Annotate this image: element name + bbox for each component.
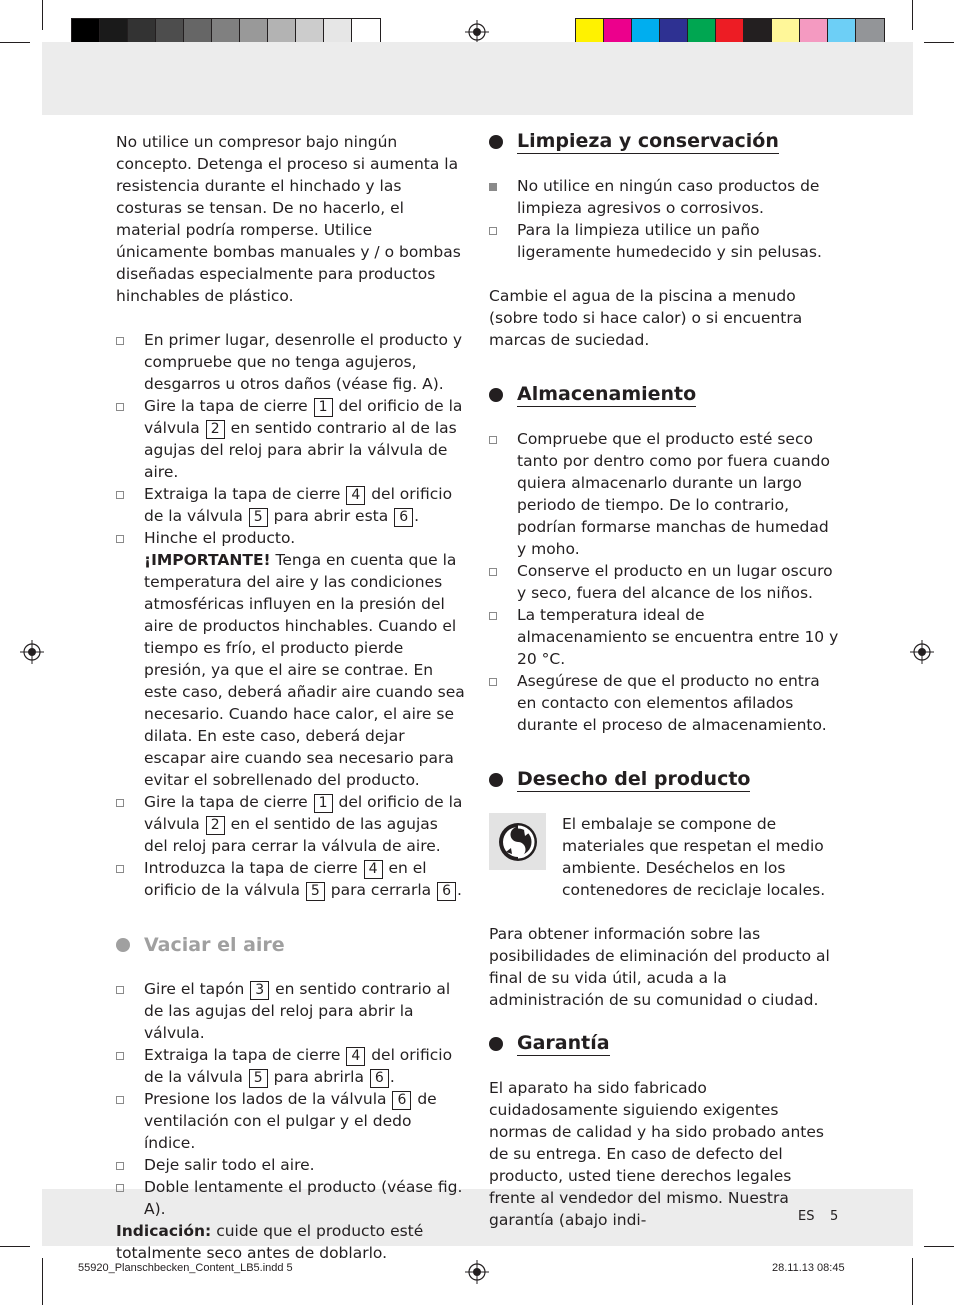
part-number-box: 4 xyxy=(364,860,383,879)
list-item xyxy=(489,175,839,219)
slug-filename: 55920_Planschbecken_Content_LB5.indd 5 xyxy=(78,1262,293,1274)
registration-mark-icon xyxy=(465,1260,489,1284)
heading-bullet-icon xyxy=(489,135,503,149)
checkbox-square-icon xyxy=(116,986,124,994)
step-text: para abrir esta xyxy=(273,507,389,525)
crop-mark xyxy=(924,1246,954,1247)
heading-bullet-icon xyxy=(116,938,130,952)
list-item xyxy=(116,978,466,1044)
step-text: . xyxy=(414,507,420,525)
heading-bullet-icon xyxy=(489,773,503,787)
disposal-logo-block xyxy=(489,813,839,901)
list-item xyxy=(116,527,466,791)
part-number-box: 3 xyxy=(250,981,269,1000)
list-item xyxy=(116,791,466,857)
step-text: Gire la tapa de cierre xyxy=(144,793,308,811)
crop-mark xyxy=(924,42,954,43)
important-label: ¡IMPORTANTE! xyxy=(144,551,271,569)
checkbox-square-icon xyxy=(116,1162,124,1170)
disposal-paragraph: Para obtener información sobre las posibilidades de eliminación del producto al final de su vida útil, acuda a la administración de su comunidad o ciudad. xyxy=(489,925,830,1009)
checkbox-square-icon xyxy=(116,865,124,873)
checkbox-square-icon xyxy=(116,535,124,543)
part-number-box: 6 xyxy=(392,1091,411,1110)
step-text: . xyxy=(456,881,462,899)
step-text: para cerrarla xyxy=(330,881,432,899)
list-item xyxy=(116,329,466,395)
list-item xyxy=(489,604,839,670)
step-text: Presione los lados de la válvula xyxy=(144,1090,387,1108)
cleaning-paragraph: Cambie el agua de la piscina a menudo (sobre todo si hace calor) o si encuentra marcas de suciedad. xyxy=(489,287,803,349)
registration-mark-icon xyxy=(910,640,934,664)
storage-list xyxy=(489,428,839,736)
checkbox-square-icon xyxy=(116,799,124,807)
step-text: Introduzca la tapa de cierre xyxy=(144,859,358,877)
storage-heading: Almacenamiento xyxy=(489,384,839,406)
left-column xyxy=(116,131,466,1264)
part-number-box: 5 xyxy=(249,1069,268,1088)
heading-bullet-icon xyxy=(489,388,503,402)
list-item xyxy=(116,1044,466,1088)
part-number-box: 2 xyxy=(206,420,225,439)
inflate-steps-list xyxy=(116,329,466,901)
step-text: . xyxy=(389,1068,395,1086)
step-text: en sentido contrario al de las agujas del reloj para abrir la válvula de aire. xyxy=(144,419,457,481)
footer-language: ES xyxy=(798,1209,815,1224)
step-text: en el sentido de las agujas del reloj para cerrar la válvula de aire. xyxy=(144,815,441,855)
checkbox-square-icon xyxy=(489,436,497,444)
crop-mark xyxy=(912,0,913,30)
step-text: Gire la tapa de cierre xyxy=(144,397,308,415)
checkbox-square-icon xyxy=(116,1052,124,1060)
disposal-logo-text: El embalaje se compone de materiales que respetan el medio ambiente. Deséchelos en los contenedores de reciclaje locales. xyxy=(562,815,826,899)
list-item xyxy=(489,560,839,604)
list-item xyxy=(489,428,839,560)
step-text: del orificio de la válvula xyxy=(144,793,463,833)
step-text: Conserve el producto en un lugar oscuro y seco, fuera del alcance de los niños. xyxy=(517,562,833,602)
step-text: en el orificio de la válvula xyxy=(144,859,427,899)
registration-mark-icon xyxy=(20,640,44,664)
green-dot-recycle-icon xyxy=(489,813,546,870)
step-text: Extraiga la tapa de cierre xyxy=(144,485,341,503)
step-text: Extraiga la tapa de cierre xyxy=(144,1046,341,1064)
step-text: Doble lentamente el producto (véase fig. A). xyxy=(144,1178,463,1218)
footer-page-number: 5 xyxy=(830,1209,839,1224)
step-text: Tenga en cuenta que la temperatura del aire y las condiciones atmosféricas influyen en la presión del aire de productos hinchables. Cuando el tiempo es frío, el producto pierde presión, ya que el aire se contrae. En este caso, deberá añadir aire cuando sea necesario. Cuando hace calor, el aire se dilata. En este caso, deberá dejar escapar aire cuando sea necesario para evitar el sobrellenado del producto. xyxy=(144,551,465,789)
slug-date: 28.11.13 08:45 xyxy=(772,1262,845,1274)
part-number-box: 6 xyxy=(394,508,413,527)
checkbox-square-icon xyxy=(489,678,497,686)
warranty-heading: Garantía xyxy=(489,1033,839,1055)
step-text: del orificio de la válvula xyxy=(144,485,453,525)
part-number-box: 4 xyxy=(346,486,365,505)
step-text: del orificio de la válvula xyxy=(144,397,463,437)
list-item xyxy=(116,395,466,483)
checkbox-square-icon xyxy=(116,403,124,411)
step-text: del orificio de la válvula xyxy=(144,1046,453,1086)
step-text: La temperatura ideal de almacenamiento se encuentra entre 10 y 20 °C. xyxy=(517,606,839,668)
part-number-box: 5 xyxy=(306,882,325,901)
registration-mark-icon xyxy=(465,20,489,44)
deflate-heading: Vaciar el aire xyxy=(116,934,466,956)
step-text: Para la limpieza utilice un paño ligeramente humedecido y sin pelusas. xyxy=(517,221,822,261)
checkbox-square-icon xyxy=(116,1096,124,1104)
disposal-heading: Desecho del producto xyxy=(489,769,839,791)
note-paragraph: Indicación: cuide que el producto esté totalmente seco antes de doblarlo. xyxy=(116,1222,424,1262)
intro-paragraph: No utilice un compresor bajo ningún concepto. Detenga el proceso si aumenta la resistencia durante el hinchado y las costuras se tensan. De no hacerlo, el material podría romperse. Utilice únicamente bombas manuales y / o bombas diseñadas especialmente para productos hinchables de plástico. xyxy=(116,133,461,305)
step-text: En primer lugar, desenrolle el producto y compruebe que no tenga agujeros, desgarros u otros daños (véase fig. A). xyxy=(144,331,463,393)
crop-mark xyxy=(912,1258,913,1305)
header-band xyxy=(42,42,913,115)
crop-mark xyxy=(0,42,30,43)
cleaning-heading: Limpieza y conservación xyxy=(489,131,839,153)
list-item xyxy=(116,857,466,901)
list-item xyxy=(489,219,839,263)
right-column xyxy=(489,131,839,1231)
list-item xyxy=(116,1088,466,1154)
step-text: en sentido contrario al de las agujas del reloj para abrir la válvula. xyxy=(144,980,451,1042)
part-number-box: 1 xyxy=(314,398,333,417)
part-number-box: 6 xyxy=(370,1069,389,1088)
checkbox-square-icon xyxy=(489,612,497,620)
part-number-box: 4 xyxy=(346,1047,365,1066)
step-text: Deje salir todo el aire. xyxy=(144,1156,315,1174)
checkbox-square-icon xyxy=(489,568,497,576)
list-item xyxy=(116,483,466,527)
step-text: para abrirla xyxy=(273,1068,364,1086)
crop-mark xyxy=(42,0,43,30)
step-text: de ventilación con el pulgar y el dedo índice. xyxy=(144,1090,437,1152)
checkbox-square-icon xyxy=(489,227,497,235)
part-number-box: 6 xyxy=(437,882,456,901)
crop-mark xyxy=(42,1258,43,1305)
deflate-steps-list xyxy=(116,978,466,1220)
list-item xyxy=(116,1176,466,1220)
list-item xyxy=(116,1154,466,1176)
checkbox-square-icon xyxy=(116,491,124,499)
part-number-box: 5 xyxy=(249,508,268,527)
step-text: No utilice en ningún caso productos de limpieza agresivos o corrosivos. xyxy=(517,177,820,217)
checkbox-square-icon xyxy=(116,337,124,345)
warranty-paragraph: El aparato ha sido fabricado cuidadosamente siguiendo exigentes normas de calidad y ha sido probado antes de su entrega. En caso de defecto del producto, usted tiene derechos legales frente al vendedor del mismo. Nuestra garantía (abajo indi- xyxy=(489,1079,824,1229)
checkbox-square-icon xyxy=(116,1184,124,1192)
crop-mark xyxy=(0,1246,30,1247)
checkbox-square-icon xyxy=(489,183,497,191)
step-text: Compruebe que el producto esté seco tanto por dentro como por fuera cuando quiera almacenarlo durante un largo periodo de tiempo. De lo contrario, podrían formarse manchas de humedad y moho. xyxy=(517,430,830,558)
step-text: Asegúrese de que el producto no entra en contacto con elementos afilados durante el proceso de almacenamiento. xyxy=(517,672,827,734)
step-text: Gire el tapón xyxy=(144,980,245,998)
heading-bullet-icon xyxy=(489,1037,503,1051)
part-number-box: 1 xyxy=(314,794,333,813)
step-text: Hinche el producto. xyxy=(144,529,296,547)
part-number-box: 2 xyxy=(206,816,225,835)
list-item xyxy=(489,670,839,736)
cleaning-list xyxy=(489,175,839,263)
